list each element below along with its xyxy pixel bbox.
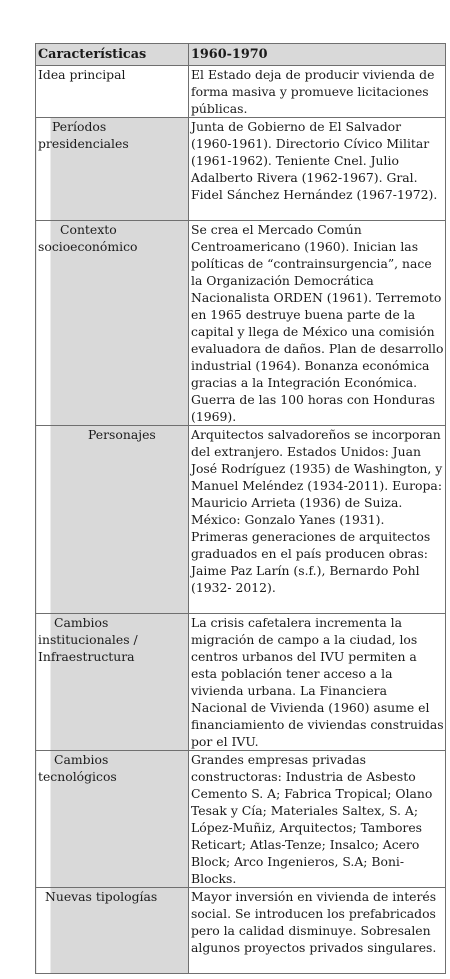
row-text: Se crea el Mercado Común Centroamericano (1960). Inician las políticas de “contrainsurgencia”, nace la Organización Democrática Nacionalista ORDEN (1961). Terremoto en 1965 destruye buena parte de la capital y llega de México una comisión evaluadora de daños. Plan de desarrollo industrial (1964). Bonanza económica gracias a la Integración Económica. Guerra de las 100 horas con Honduras (1969). — [189, 221, 446, 426]
row-label: Personajes — [36, 426, 189, 614]
row-text: La crisis cafetalera incrementa la migración de campo a la ciudad, los centros urbanos del IVU permiten a esta población tener acceso a la vivienda urbana. La Financiera Nacional de Vivienda (1960) asume el financiamiento de viviendas construidas por el IVU. — [189, 614, 446, 751]
row-label: Nuevas tipologías — [36, 888, 189, 974]
table-row — [36, 888, 446, 974]
table-row — [36, 751, 446, 888]
row-label: Cambios tecnológicos — [36, 751, 189, 888]
table-header-row — [36, 44, 446, 66]
row-label: Períodos presidenciales — [36, 118, 189, 221]
row-label: Contexto socioeconómico — [36, 221, 189, 426]
table-row — [36, 426, 446, 614]
header-characteristics: Características — [36, 44, 189, 66]
row-text: Mayor inversión en vivienda de interés social. Se introducen los prefabricados pero la calidad disminuye. Sobresalen algunos proyectos privados singulares. — [189, 888, 446, 974]
table-row — [36, 221, 446, 426]
row-text: Junta de Gobierno de El Salvador (1960-1961). Directorio Cívico Militar (1961-1962). Teniente Cnel. Julio Adalberto Rivera (1962-1967). Gral. Fidel Sánchez Hernández (1967-1972). — [189, 118, 446, 221]
row-label: Cambios institucionales / Infraestructura — [36, 614, 189, 751]
header-period: 1960-1970 — [189, 44, 446, 66]
table-row — [36, 614, 446, 751]
table-row — [36, 66, 446, 118]
table-row — [36, 118, 446, 221]
row-text: Arquitectos salvadoreños se incorporan del extranjero. Estados Unidos: Juan José Rodríguez (1935) de Washington, y Manuel Meléndez (1934-2011). Europa: Mauricio Arrieta (1936) de Suiza. México: Gonzalo Yanes (1931). Primeras generaciones de arquitectos graduados en el país producen obras: Jaime Paz Larín (s.f.), Bernardo Pohl (1932- 2012). — [189, 426, 446, 614]
characteristics-table — [35, 43, 446, 974]
row-text: El Estado deja de producir vivienda de forma masiva y promueve licitaciones públicas. — [189, 66, 446, 118]
row-text: Grandes empresas privadas constructoras: Industria de Asbesto Cemento S. A; Fabrica Tropical; Olano Tesak y Cía; Materiales Saltex, S. A; López-Muñiz, Arquitectos; Tambores Reticart; Atlas-Tenze; Insalco; Acero Block; Arco Ingenieros, S.A; Boni-Blocks. — [189, 751, 446, 888]
row-label: Idea principal — [36, 66, 189, 118]
